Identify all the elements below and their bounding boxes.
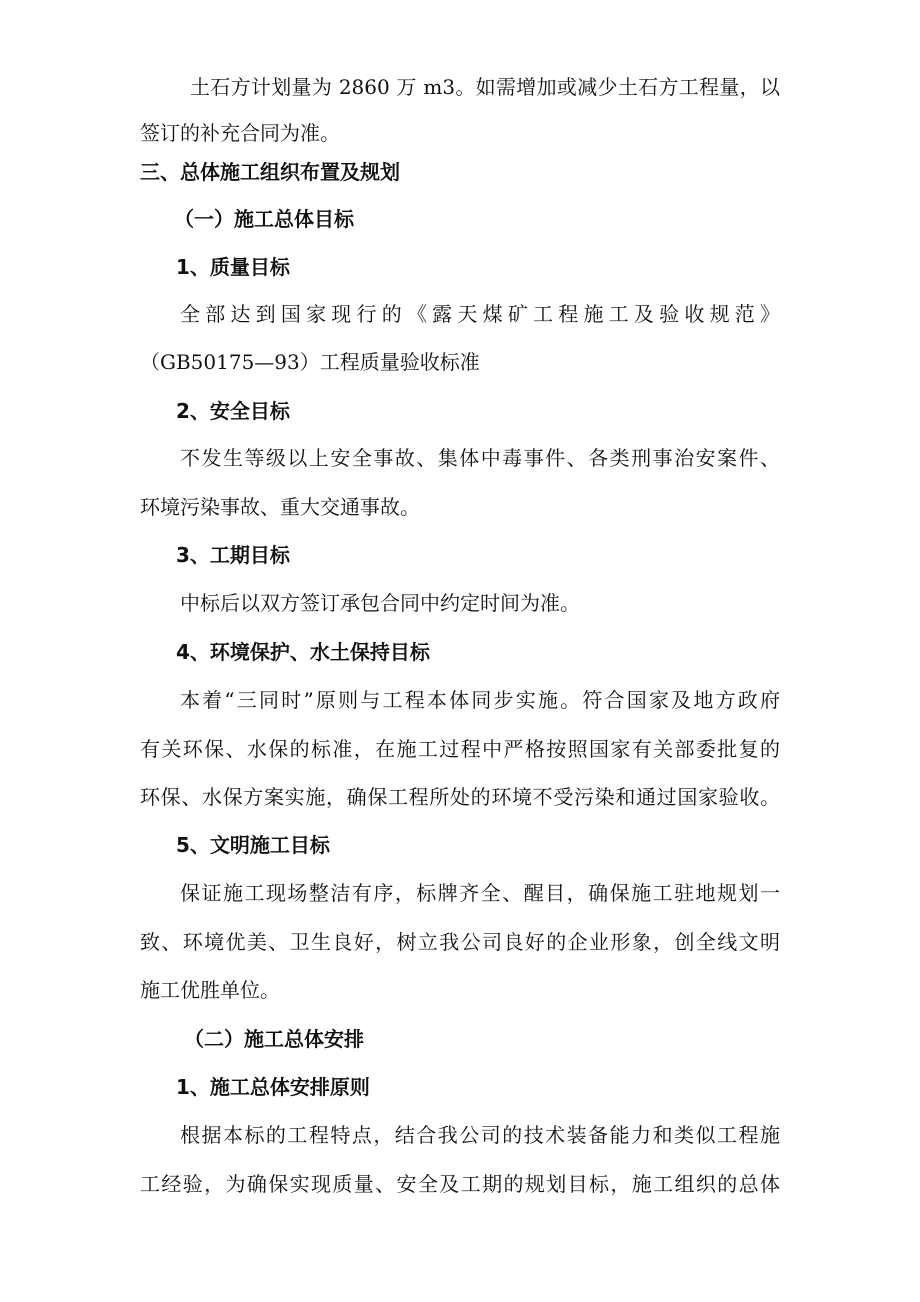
paragraph-line: 保证施工现场整洁有序，标牌齐全、醒目，确保施工驻地规划一: [180, 881, 780, 905]
paragraph-line: 中标后以双方签订承包合同中约定时间为准。: [180, 591, 580, 615]
paragraph-line: 环境污染事故、重大交通事故。: [140, 495, 420, 519]
item-heading: 5、文明施工目标: [176, 833, 330, 857]
paragraph-line: 根据本标的工程特点，结合我公司的技术装备能力和类似工程施: [180, 1123, 780, 1147]
item-heading: 4、环境保护、水土保持目标: [176, 640, 430, 664]
paragraph-line: 有关环保、水保的标准，在施工过程中严格按照国家有关部委批复的: [140, 737, 780, 761]
paragraph-line: 全部达到国家现行的《露天煤矿工程施工及验收规范》: [180, 302, 780, 326]
item-heading: 3、工期目标: [176, 543, 290, 567]
paragraph-line: 致、环境优美、卫生良好，树立我公司良好的企业形象，创全线文明: [140, 930, 780, 954]
subsection-heading: （二）施工总体安排: [184, 1027, 364, 1051]
section-heading: 三、总体施工组织布置及规划: [140, 160, 400, 184]
paragraph-line: 土石方计划量为 2860 万 m3。如需增加或减少土石方工程量，以: [190, 75, 780, 99]
paragraph-line: 工经验，为确保实现质量、安全及工期的规划目标，施工组织的总体: [140, 1172, 780, 1196]
item-heading: 1、施工总体安排原则: [176, 1075, 370, 1099]
paragraph-line: 不发生等级以上安全事故、集体中毒事件、各类刑事治安案件、: [180, 446, 780, 470]
paragraph-line: （GB50175—93）工程质量验收标准: [140, 350, 480, 374]
item-heading: 2、安全目标: [176, 399, 290, 423]
subsection-heading: （一）施工总体目标: [174, 207, 354, 231]
paragraph-line: 施工优胜单位。: [140, 978, 280, 1002]
paragraph-line: 签订的补充合同为准。: [140, 121, 340, 145]
paragraph-line: 本着“三同时”原则与工程本体同步实施。符合国家及地方政府: [180, 688, 780, 712]
paragraph-line: 环保、水保方案实施，确保工程所处的环境不受污染和通过国家验收。: [140, 785, 780, 809]
item-heading: 1、质量目标: [176, 255, 290, 279]
